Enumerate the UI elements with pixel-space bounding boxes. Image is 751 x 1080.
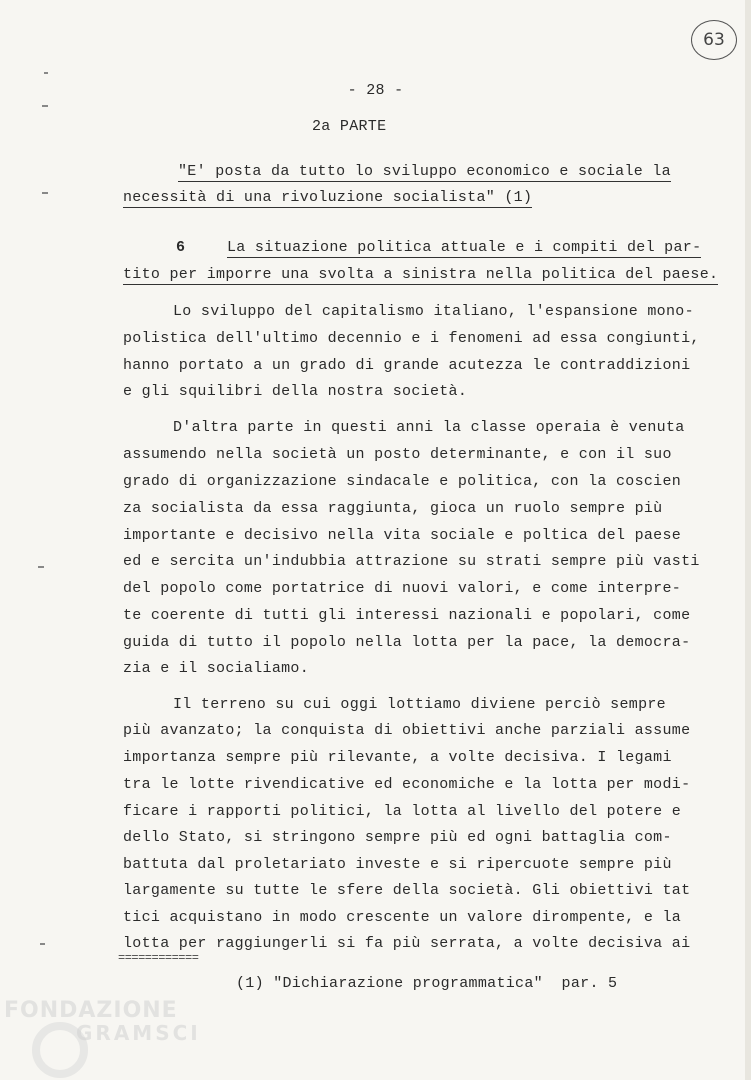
body-line: tra le lotte rivendicative ed economiche e la lotta per modi- — [123, 776, 691, 793]
watermark-line: FONDAZIONE — [4, 998, 178, 1023]
margin-mark — [42, 105, 48, 107]
body-line: dello Stato, si stringono sempre più ed ogni battaglia com- — [123, 829, 672, 846]
section-heading-text: tito per imporre una svolta a sinistra nella politica del paese. — [123, 266, 719, 283]
body-line: assumendo nella società un posto determinante, e con il suo — [123, 446, 672, 463]
margin-mark — [44, 72, 48, 74]
margin-mark — [40, 943, 45, 945]
archive-stamp: 63 — [691, 20, 737, 60]
body-line: guida di tutto il popolo nella lotta per la pace, la democra- — [123, 634, 691, 651]
body-line: hanno portato a un grado di grande acutezza le contraddizioni — [123, 357, 691, 374]
body-line: polistica dell'ultimo decennio e i fenomeni ad essa congiunti, — [123, 330, 700, 347]
body-line: battuta dal proletariato investe e si ripercuote sempre più — [123, 856, 672, 873]
body-line: importante e decisivo nella vita sociale e poltica del paese — [123, 527, 682, 544]
margin-mark — [38, 566, 44, 568]
part-title: 2a PARTE — [312, 118, 387, 135]
footnote-separator: ============ — [118, 951, 199, 965]
footnote: (1) "Dichiarazione programmatica" par. 5 — [236, 975, 618, 992]
watermark-line: GRAMSCI — [76, 1021, 201, 1045]
body-line: lotta per raggiungerli si fa più serrata, a volte decisiva ai — [123, 935, 691, 952]
body-line: e gli squilibri della nostra società. — [123, 383, 468, 400]
quote-text: "E' posta da tutto lo sviluppo economico e sociale la — [178, 163, 671, 180]
section-heading-text: La situazione politica attuale e i compiti del par- — [227, 239, 702, 256]
section-heading-line — [227, 239, 701, 256]
section-number: 6 — [176, 239, 186, 256]
body-line: ed e sercita un'indubbia attrazione su strati sempre più vasti — [123, 553, 700, 570]
body-line: Il terreno su cui oggi lottiamo diviene perciò sempre — [173, 696, 666, 713]
body-line: te coerente di tutti gli interessi nazionali e popolari, come — [123, 607, 691, 624]
body-line: più avanzato; la conquista di obiettivi anche parziali assume — [123, 722, 691, 739]
body-line: tici acquistano in modo crescente un valore dirompente, e la — [123, 909, 682, 926]
quote-text: necessità di una rivoluzione socialista" (1) — [123, 189, 533, 206]
watermark — [4, 1000, 201, 1044]
body-line: del popolo come portatrice di nuovi valori, e come interpre- — [123, 580, 682, 597]
body-line: largamente su tutte le sfere della società. Gli obiettivi tat — [123, 882, 691, 899]
page-number: - 28 - — [347, 82, 404, 99]
quote-line — [178, 163, 671, 180]
quote-line — [123, 189, 532, 206]
body-line: D'altra parte in questi anni la classe operaia è venuta — [173, 419, 685, 436]
section-heading-line — [123, 266, 718, 283]
body-line: zia e il socialiamo. — [123, 660, 310, 677]
body-line: ficare i rapporti politici, la lotta al livello del potere e — [123, 803, 682, 820]
body-line: za socialista da essa raggiunta, gioca un ruolo sempre più — [123, 500, 663, 517]
margin-mark — [42, 192, 48, 194]
body-line: importanza sempre più rilevante, a volte decisiva. I legami — [123, 749, 672, 766]
body-line: grado di organizzazione sindacale e politica, con la coscien — [123, 473, 682, 490]
page-edge — [745, 0, 751, 1080]
body-line: Lo sviluppo del capitalismo italiano, l'espansione mono- — [173, 303, 694, 320]
